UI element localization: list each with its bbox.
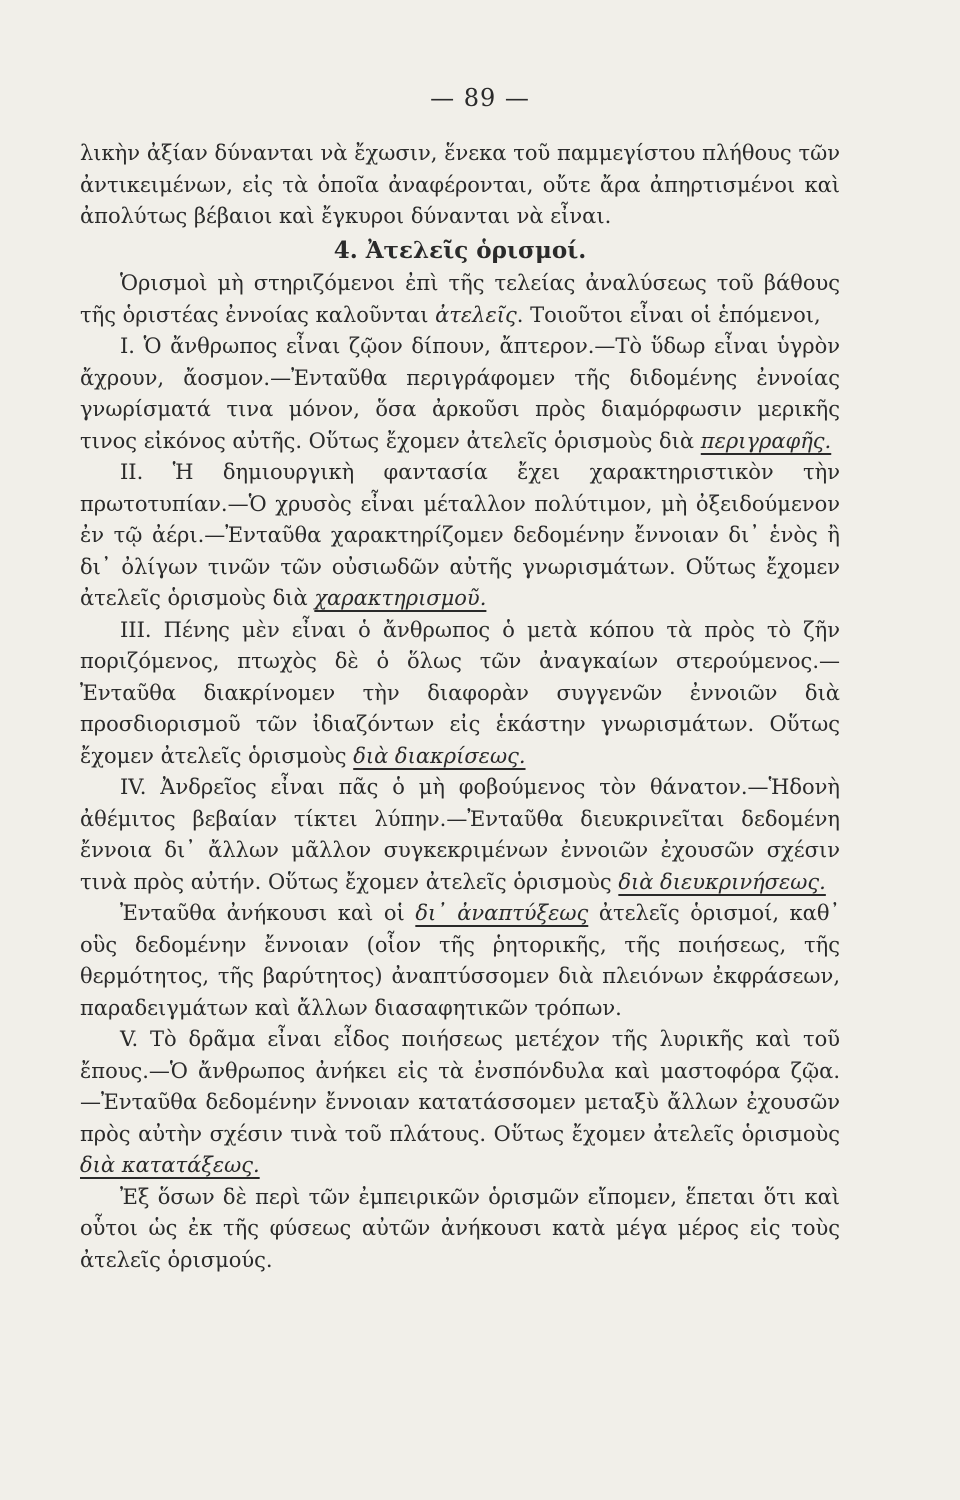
development-paragraph	[80, 898, 840, 1024]
definition-paragraph	[80, 268, 840, 331]
item-i	[80, 331, 840, 457]
item-v-term: διὰ κατατάξεως.	[80, 1153, 260, 1177]
conclusion-paragraph: Ἐξ ὅσων δὲ περὶ τῶν ἐμπειρικῶν ὁρισμῶν εἴπομεν, ἕπεται ὅτι καὶ οὗτοι ὡς ἐκ τῆς φύσεως αὐτῶν ἀνήκουσι κατὰ μέγα μέρος εἰς τοὺς ἀτελεῖς ὁρισμούς.	[80, 1184, 840, 1272]
item-i-term: περιγραφῆς.	[700, 428, 832, 453]
item-iv-text: IV. Ἀνδρεῖος εἶναι πᾶς ὁ μὴ φοβούμενος τὸν θάνατον.—Ἡδονὴ ἀθέμιτος βεβαίαν τίκτει λύπην.—Ἐνταῦθα διευκρινεῖται δεδομένη ἔννοια δι᾽ ἄλλων μᾶλλον συγκεκριμένων ἐννοιῶν ἐχουσῶν σχέσιν τινὰ πρὸς αὐτήν. Οὕτως ἔχομεν ἀτελεῖς ὁρισμοὺς	[80, 775, 840, 894]
item-ii	[80, 457, 840, 615]
page-body	[80, 138, 840, 1276]
item-iii-term: διὰ διακρίσεως.	[353, 743, 526, 768]
item-ii-text: II. Ἡ δημιουργικὴ φαντασία ἔχει χαρακτηριστικὸν τὴν πρωτοτυπίαν.—Ὁ χρυσὸς εἶναι μέταλλον πολύτιμον, μὴ ὀξειδούμενον ἐν τῷ ἀέρι.—Ἐνταῦθα χαρακτηρίζομεν δεδομένην ἔννοιαν δι᾽ ἑνὸς ἢ δι᾽ ὀλίγων τινῶν τῶν οὐσιωδῶν αὐτῆς γνωρισμάτων. Οὕτως ἔχομεν ἀτελεῖς ὁρισμοὺς διὰ	[80, 460, 840, 610]
development-term: δι᾽ ἀναπτύξεως	[415, 901, 589, 925]
item-iii-text: III. Πένης μὲν εἶναι ὁ ἄνθρωπος ὁ μετὰ κόπου τὰ πρὸς τὸ ζῆν ποριζόμενος, πτωχὸς δὲ ὁ ὅλως τῶν ἀναγκαίων στερούμενος.—Ἐνταῦθα διακρίνομεν τὴν διαφορὰν συγγενῶν ἐννοιῶν διὰ προσδιορισμοῦ τῶν ἰδιαζόντων εἰς ἑκάστην γνωρισμάτων. Οὕτως ἔχομεν ἀτελεῖς ὁρισμοὺς	[80, 617, 840, 768]
definition-tail: . Τοιοῦτοι εἶναι οἱ ἑπόμενοι,	[516, 302, 821, 327]
definition-text: Ὁρισμοὶ μὴ στηριζόμενοι ἐπὶ τῆς τελείας ἀναλύσεως τοῦ βάθους τῆς ὁριστέας ἐννοίας καλοῦνται	[80, 271, 840, 327]
item-i-text: I. Ὁ ἄνθρωπος εἶναι ζῷον δίπουν, ἄπτερον.—Τὸ ὕδωρ εἶναι ὑγρὸν ἄχρουν, ἄοσμον.—Ἐνταῦθα περιγράφομεν τῆς διδομένης ἐννοίας γνωρίσματά τινα μόνον, ὅσα ἀρκοῦσι πρὸς διαμόρφωσιν μερικῆς τινος εἰκόνος αὐτῆς. Οὕτως ἔχομεν ἀτελεῖς ὁρισμοὺς διὰ	[80, 334, 840, 453]
item-iv-term: διὰ διευκρινήσεως.	[618, 869, 826, 894]
item-ii-term: χαρακτηρισμοῦ.	[314, 586, 487, 610]
development-text: Ἐνταῦθα ἀνήκουσι καὶ οἱ	[120, 901, 416, 925]
item-v	[80, 1024, 840, 1182]
development-tail: ἀτελεῖς ὁρισμοί, καθ᾽ οὓς δεδομένην ἔννοιαν (οἷον τῆς ῥητορικῆς, τῆς ποιήσεως, τῆς θερμότητος, τῆς βαρύτητος) ἀναπτύσσομεν διὰ πλειόνων ἐκφράσεων, παραδειγμάτων καὶ ἄλλων διασαφητικῶν τρόπων.	[80, 901, 840, 1020]
item-iv	[80, 772, 840, 898]
section-heading: 4. Ἀτελεῖς ὁρισμοί.	[333, 236, 587, 264]
definition-term: ἀτελεῖς	[435, 302, 517, 327]
page-number: — 89 —	[430, 84, 530, 112]
intro-paragraph: λικὴν ἀξίαν δύνανται νὰ ἔχωσιν, ἕνεκα τοῦ παμμεγίστου πλήθους τῶν ἀντικειμένων, εἰς τὰ ὁποῖα ἀναφέρονται, οὔτε ἄρα ἀπηρτισμένοι καὶ ἀπολύτως βέβαιοι καὶ ἔγκυροι δύνανται νὰ εἶναι.	[80, 141, 840, 228]
item-iii	[80, 615, 840, 773]
item-v-text: V. Τὸ δρᾶμα εἶναι εἶδος ποιήσεως μετέχον τῆς λυρικῆς καὶ τοῦ ἔπους.—Ὁ ἄνθρωπος ἀνήκει εἰς τὰ ἐνσπόνδυλα καὶ μαστοφόρα ζῷα. —Ἐνταῦθα δεδομένην ἔννοιαν κατατάσσομεν μεταξὺ ἄλλων ἐχουσῶν πρὸς αὐτὴν σχέσιν τινὰ τοῦ πλάτους. Οὕτως ἔχομεν ἀτελεῖς ὁρισμοὺς	[80, 1027, 840, 1146]
